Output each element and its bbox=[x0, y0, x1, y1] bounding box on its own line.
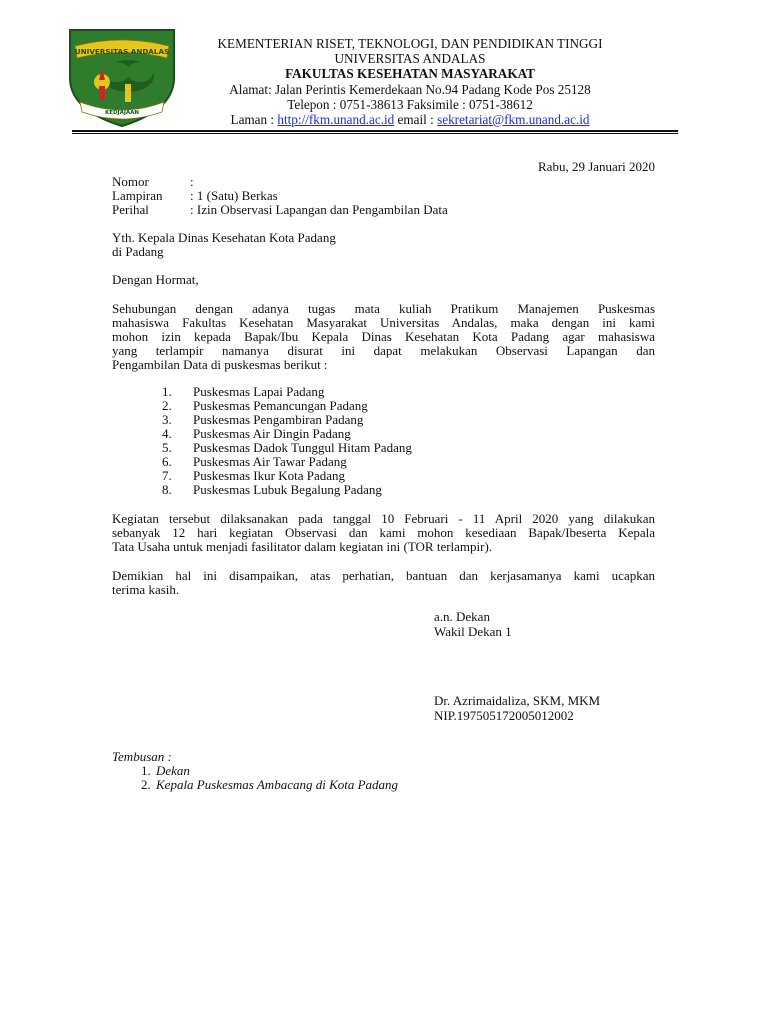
university-name: UNIVERSITAS ANDALAS bbox=[334, 51, 486, 67]
list-text: Puskesmas Pemancungan Padang bbox=[193, 398, 368, 413]
letterhead-text bbox=[180, 36, 640, 127]
closing-line: terima kasih. bbox=[112, 582, 180, 597]
list-text: Puskesmas Lapai Padang bbox=[193, 384, 325, 399]
list-text: Puskesmas Air Tawar Padang bbox=[193, 454, 347, 469]
intro-line: Sehubungan dengan adanya tugas mata kuliah Pratikum Manajemen Puskesmas bbox=[112, 301, 655, 316]
list-number: 2. bbox=[162, 398, 172, 413]
recipient-line-2: di Padang bbox=[112, 244, 164, 259]
closing-paragraph bbox=[112, 569, 655, 597]
address-line: Alamat: Jalan Perintis Kemerdekaan No.94 Padang Kode Pos 25128 bbox=[229, 81, 591, 97]
list-item bbox=[162, 469, 412, 483]
activity-line: Kegiatan tersebut dilaksanakan pada tanggal 10 Februari - 11 April 2020 yang dilakukan bbox=[112, 511, 655, 526]
meta-label-nomor: Nomor bbox=[112, 174, 149, 189]
list-number: 8. bbox=[162, 482, 172, 497]
logo-bottom-text: KEDJAJAAN bbox=[104, 110, 140, 116]
signatory-nip: NIP.197505172005012002 bbox=[434, 708, 574, 723]
list-number: 1. bbox=[162, 384, 172, 399]
signature-on-behalf: a.n. Dekan bbox=[434, 609, 490, 624]
list-text: Puskesmas Pengambiran Padang bbox=[193, 412, 364, 427]
list-item bbox=[162, 413, 412, 427]
faculty-name: FAKULTAS KESEHATAN MASYARAKAT bbox=[285, 66, 535, 82]
list-item bbox=[162, 455, 412, 469]
intro-paragraph bbox=[112, 302, 655, 372]
list-text: Puskesmas Air Dingin Padang bbox=[193, 426, 351, 441]
signatory-name: Dr. Azrimaidaliza, SKM, MKM bbox=[434, 693, 601, 708]
cc-title: Tembusan : bbox=[112, 749, 172, 764]
activity-line: Tata Usaha untuk menjadi fasilitator dalam kegiatan ini (TOR terlampir). bbox=[112, 539, 493, 554]
university-logo-icon bbox=[66, 26, 178, 128]
meta-label-perihal: Perihal bbox=[112, 202, 149, 217]
list-text: Puskesmas Ikur Kota Padang bbox=[193, 468, 346, 483]
list-item bbox=[162, 385, 412, 399]
email-label: email : bbox=[397, 112, 434, 128]
activity-paragraph bbox=[112, 512, 655, 554]
list-item bbox=[162, 441, 412, 455]
letterhead-divider bbox=[72, 130, 678, 132]
meta-label-lampiran: Lampiran bbox=[112, 188, 163, 203]
intro-line: mahasiswa Fakultas Kesehatan Masyarakat Universitas Andalas, maka dengan ini kami bbox=[112, 315, 655, 330]
meta-value-lampiran: : 1 (Satu) Berkas bbox=[190, 188, 278, 203]
activity-line: sebanyak 12 hari kegiatan Observasi dan kami mohon kesediaan Bapak/Ibeserta Kepala bbox=[112, 525, 655, 540]
web-email-line bbox=[180, 112, 640, 127]
signature-position: Wakil Dekan 1 bbox=[434, 624, 512, 639]
list-item bbox=[162, 483, 412, 497]
list-item bbox=[162, 427, 412, 441]
logo-top-text: UNIVERSITAS ANDALAS bbox=[74, 47, 170, 56]
cc-item bbox=[141, 778, 398, 792]
letterhead-divider-thin bbox=[72, 133, 678, 134]
salutation: Dengan Hormat, bbox=[112, 272, 199, 287]
cc-text: Dekan bbox=[156, 763, 190, 778]
cc-number: 2. bbox=[141, 777, 151, 792]
list-number: 4. bbox=[162, 426, 172, 441]
closing-line: Demikian hal ini disampaikan, atas perhatian, bantuan dan kerjasamanya kami ucapkan bbox=[112, 568, 655, 583]
intro-line: mohon izin kepada Bapak/Ibu Kepala Dinas Kesehatan Kota Padang agar mahasiswa bbox=[112, 329, 655, 344]
cc-number: 1. bbox=[141, 763, 151, 778]
letter-date: Rabu, 29 Januari 2020 bbox=[538, 159, 655, 174]
ministry-name: KEMENTERIAN RISET, TEKNOLOGI, DAN PENDIDIKAN TINGGI bbox=[217, 36, 603, 51]
list-item bbox=[162, 399, 412, 413]
meta-value-perihal: : Izin Observasi Lapangan dan Pengambilan Data bbox=[190, 202, 448, 217]
meta-value-nomor: : bbox=[190, 174, 194, 189]
intro-line: yang terlampir namanya disurat ini dapat melakukan Observasi Lapangan dan bbox=[112, 343, 655, 358]
list-number: 5. bbox=[162, 440, 172, 455]
puskesmas-list bbox=[162, 385, 412, 497]
list-number: 6. bbox=[162, 454, 172, 469]
list-number: 3. bbox=[162, 412, 172, 427]
list-text: Puskesmas Lubuk Begalung Padang bbox=[193, 482, 382, 497]
intro-line: Pengambilan Data di puskesmas berikut : bbox=[112, 357, 328, 372]
list-number: 7. bbox=[162, 468, 172, 483]
phone-line: Telepon : 0751-38613 Faksimile : 0751-38612 bbox=[287, 96, 533, 112]
cc-item bbox=[141, 764, 190, 778]
website-link[interactable]: http://fkm.unand.ac.id bbox=[277, 112, 395, 128]
cc-text: Kepala Puskesmas Ambacang di Kota Padang bbox=[156, 777, 399, 792]
recipient-line-1: Yth. Kepala Dinas Kesehatan Kota Padang bbox=[112, 230, 336, 245]
list-text: Puskesmas Dadok Tunggul Hitam Padang bbox=[193, 440, 412, 455]
web-label: Laman : bbox=[230, 112, 275, 128]
email-link[interactable]: sekretariat@fkm.unand.ac.id bbox=[437, 112, 590, 128]
